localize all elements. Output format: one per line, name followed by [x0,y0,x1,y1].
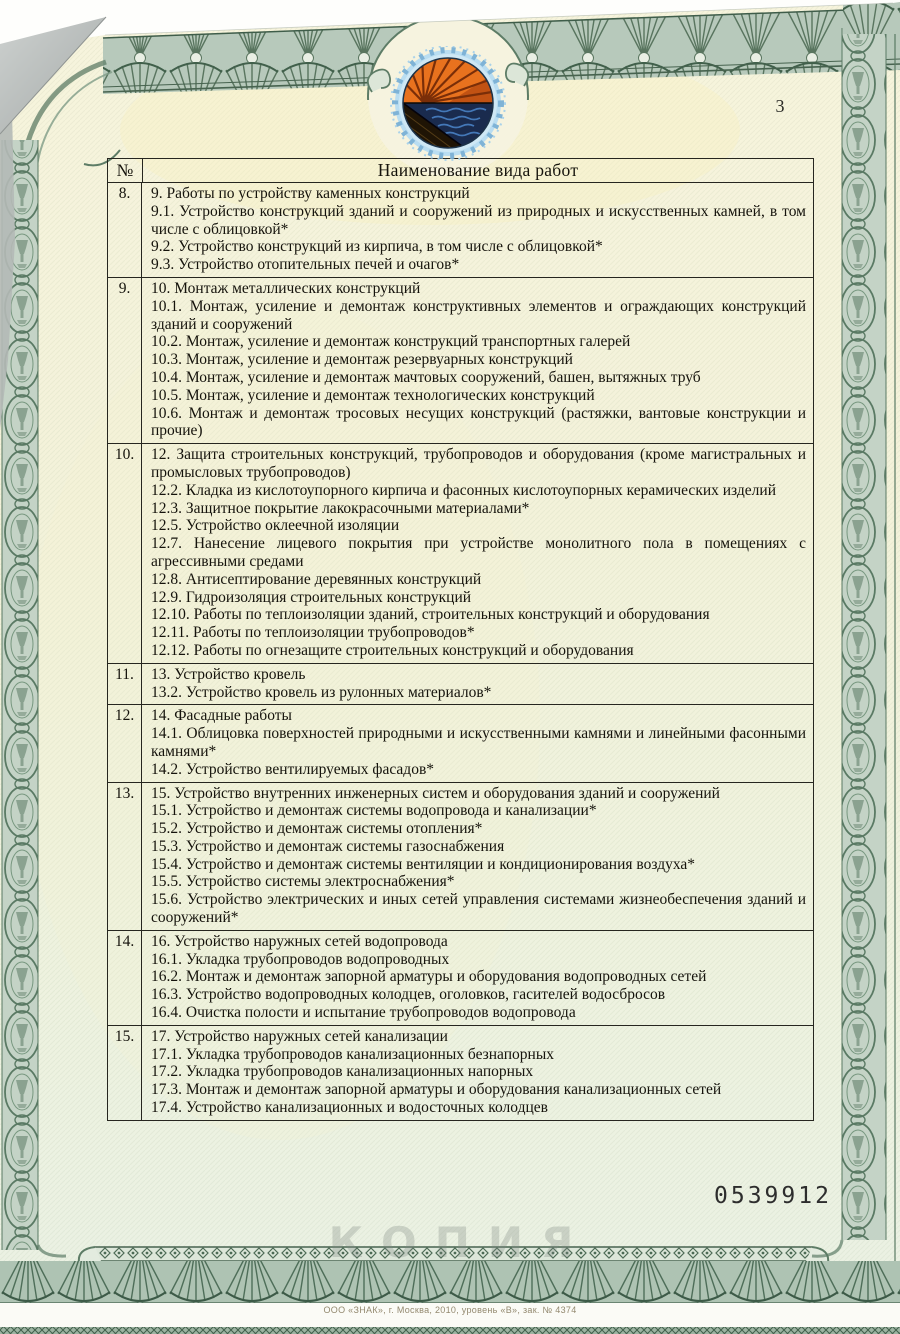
work-item: 12.10. Работы по теплоизоляции зданий, строительных конструкций и оборудования [151,606,710,624]
work-item: 12. Защита строительных конструкций, трубопроводов и оборудования (кроме магистральных и промысловых трубопроводов) [151,446,806,481]
work-item: 10.1. Монтаж, усиление и демонтаж конструктивных элементов и ограждающих конструкций зданий и сооружений [151,297,806,333]
table-row [108,182,813,277]
work-item: 16.2. Монтаж и демонтаж запорной арматуры и оборудования водопроводных сетей [151,968,707,986]
table-row [108,277,813,443]
work-item: 15.6. Устройство электрических и иных сетей управления системами жизнеобеспечения зданий и сооружений* [151,891,806,927]
row-work-items [142,1026,813,1120]
work-item: 15.2. Устройство и демонтаж системы отопления* [151,820,483,838]
row-number: 10. [108,444,142,663]
work-item: 14. Фасадные работы [151,707,292,725]
table-row [108,704,813,781]
row-number: 9. [108,278,142,443]
table-row [108,930,813,1025]
work-item: 17.1. Укладка трубопроводов канализационных безнапорных [151,1045,554,1063]
works-table-body [108,182,813,1120]
work-item: 16. Устройство наружных сетей водопровода [151,932,448,950]
work-item: 17.4. Устройство канализационных и водосточных колодцев [151,1099,548,1117]
work-item: 9.2. Устройство конструкций из кирпича, в том числе с облицовкой* [151,238,603,256]
row-work-items [142,705,813,781]
work-item: 12.3. Защитное покрытие лакокрасочными материалами* [151,499,530,517]
work-item: 15. Устройство внутренних инженерных систем и оборудования зданий и сооружений [151,784,720,802]
row-work-items [142,783,813,930]
work-item: 17.2. Укладка трубопроводов канализационных напорных [151,1063,534,1081]
work-item: 17. Устройство наружных сетей канализации [151,1027,448,1045]
work-item: 15.4. Устройство и демонтаж системы вентиляции и кондиционирования воздуха* [151,855,696,873]
table-row [108,443,813,663]
work-item: 14.1. Облицовка поверхностей природными и искусственными камнями и линейными фасонными камнями* [151,725,806,760]
serial-number: 0539912 [714,1183,832,1209]
work-item: 9.3. Устройство отопительных печей и очагов* [151,256,460,274]
work-item: 10.6. Монтаж и демонтаж тросовых несущих конструкций (растяжки, вантовые конструкции и прочие) [151,404,806,440]
page-number: 3 [775,96,785,116]
row-number: 14. [108,931,142,1025]
row-number: 11. [108,664,142,705]
work-item: 12.7. Нанесение лицевого покрытия при устройстве монолитного пола в помещениях с агрессивными средами [151,535,806,570]
work-item: 12.11. Работы по теплоизоляции трубопроводов* [151,624,475,642]
work-item: 12.8. Антисептирование деревянных конструкций [151,570,482,588]
work-item: 9.1. Устройство конструкций зданий и сооружений из природных и искусственных камней, в том числе с облицовкой* [151,202,806,238]
copy-watermark: КОПИЯ [328,1218,592,1267]
table-row [108,663,813,705]
row-number: 13. [108,783,142,930]
row-number: 12. [108,705,142,781]
table-row [108,1025,813,1120]
work-item: 12.12. Работы по огнезащите строительных конструкций и оборудования [151,641,634,659]
row-work-items [142,664,813,705]
row-work-items [142,931,813,1025]
work-item: 10.2. Монтаж, усиление и демонтаж конструкций транспортных галерей [151,333,631,351]
row-number: 8. [108,183,142,277]
work-item: 16.3. Устройство водопроводных колодцев, оголовков, гасителей водосбросов [151,986,666,1004]
work-item: 13. Устройство кровель [151,665,306,683]
work-item: 10. Монтаж металлических конструкций [151,279,421,297]
work-item: 13.2. Устройство кровель из рулонных материалов* [151,683,492,701]
work-item: 10.5. Монтаж, усиление и демонтаж технологических конструкций [151,386,595,404]
work-item: 10.3. Монтаж, усиление и демонтаж резервуарных конструкций [151,351,573,369]
sun-over-sea-and-field-emblem-icon [388,46,508,162]
printer-imprint: ООО «ЗНАК», г. Москва, 2010, уровень «В», зак. № 4374 [323,1305,577,1315]
row-work-items [142,183,813,277]
work-item: 12.2. Кладка из кислотоупорного кирпича и фасонных кислотоупорных керамических изделий [151,481,776,499]
work-item: 15.1. Устройство и демонтаж системы водопровода и канализации* [151,802,597,820]
work-item: 10.4. Монтаж, усиление и демонтаж мачтовых сооружений, башен, вытяжных труб [151,368,701,386]
row-work-items [142,444,813,663]
work-item: 17.3. Монтаж и демонтаж запорной арматуры и оборудования канализационных сетей [151,1081,722,1099]
work-item: 9. Работы по устройству каменных конструкций [151,185,470,202]
column-header-number: № [108,159,143,182]
row-number: 15. [108,1026,142,1120]
row-work-items [142,278,813,443]
work-item: 14.2. Устройство вентилируемых фасадов* [151,760,435,778]
work-item: 16.1. Укладка трубопроводов водопроводных [151,950,450,968]
column-header-work-name: Наименование вида работ [377,160,579,180]
work-item: 12.9. Гидроизоляция строительных конструкций [151,588,472,606]
work-item: 12.5. Устройство оклеечной изоляции [151,517,400,535]
works-table [107,158,814,1121]
work-item: 15.5. Устройство системы электроснабжения* [151,873,455,891]
work-item: 16.4. Очистка полости и испытание трубопроводов водопровода [151,1004,576,1022]
table-header-row [108,159,813,182]
table-row [108,782,813,930]
work-item: 15.3. Устройство и демонтаж системы газоснабжения [151,837,505,855]
